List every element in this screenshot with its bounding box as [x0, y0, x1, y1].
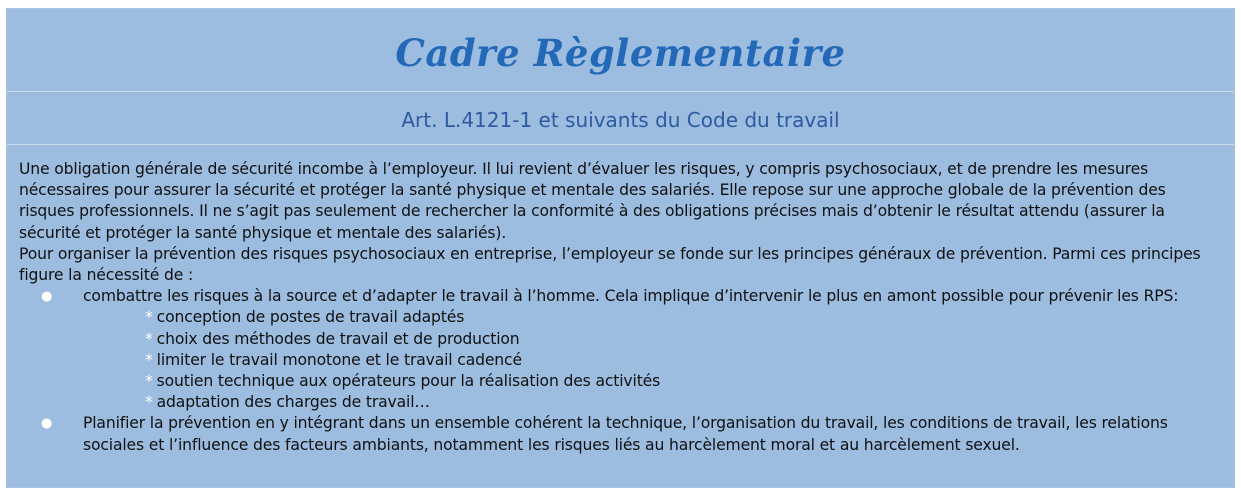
- list-item-text: Planifier la prévention en y intégrant dans un ensemble cohérent la technique, l’organisation du travail, les conditions de travail, les relations sociales et l’influence des facteurs ambiants, notamment les risques liés au harcèlement moral et au harcèlement sexuel.: [83, 414, 1168, 454]
- asterisk-icon: *: [145, 329, 153, 348]
- page-title: Cadre Règlementaire: [395, 31, 846, 75]
- paragraph-prevention-principles: Pour organiser la prévention des risques psychosociaux en entreprise, l’employeur se fonde sur les principes généraux de prévention. Parmi ces principes figure la nécessité de :: [19, 244, 1201, 285]
- sub-list-item: [145, 371, 1224, 392]
- sub-list-item-text: limiter le travail monotone et le travail cadencé: [156, 350, 522, 369]
- principles-list: [19, 286, 1224, 456]
- law-reference-subtitle: Art. L.4121-1 et suivants du Code du travail: [401, 108, 840, 132]
- sub-list-item-text: adaptation des charges de travail…: [156, 393, 430, 412]
- bullet-icon: ●: [41, 416, 53, 432]
- asterisk-icon: *: [145, 350, 153, 369]
- sub-list-item: [145, 392, 1224, 413]
- subtitle-bar: [7, 92, 1234, 145]
- sub-list-item-text: choix des méthodes de travail et de production: [156, 329, 520, 348]
- sub-list-item-text: soutien technique aux opérateurs pour la réalisation des activités: [156, 372, 661, 391]
- regulatory-framework-panel: [6, 8, 1235, 488]
- sub-list-item: [145, 307, 1224, 328]
- title-bar: [7, 9, 1234, 92]
- list-item: [19, 413, 1224, 455]
- sub-list-item: [145, 329, 1224, 350]
- asterisk-icon: *: [145, 393, 153, 412]
- body-text: [19, 159, 1224, 456]
- bullet-icon: ●: [41, 289, 53, 305]
- list-item-text: combattre les risques à la source et d’adapter le travail à l’homme. Cela implique d’intervenir le plus en amont possible pour prévenir les RPS:: [83, 287, 1179, 306]
- asterisk-icon: *: [145, 308, 153, 327]
- list-item: [19, 286, 1224, 413]
- sub-list-item: [145, 350, 1224, 371]
- asterisk-icon: *: [145, 372, 153, 391]
- paragraph-general-obligation: Une obligation générale de sécurité incombe à l’employeur. Il lui revient d’évaluer les risques, y compris psychosociaux, et de prendre les mesures nécessaires pour assurer la sécurité et protéger la santé physique et mentale des salariés. Elle repose sur une approche globale de la prévention des risques professionnels. Il ne s’agit pas seulement de rechercher la conformité à des obligations précises mais d’obtenir le résultat attendu (assurer la sécurité et protéger la santé physique et mentale des salariés).: [19, 160, 1166, 242]
- sub-list-item-text: conception de postes de travail adaptés: [156, 308, 465, 327]
- measures-sub-list: [83, 307, 1224, 413]
